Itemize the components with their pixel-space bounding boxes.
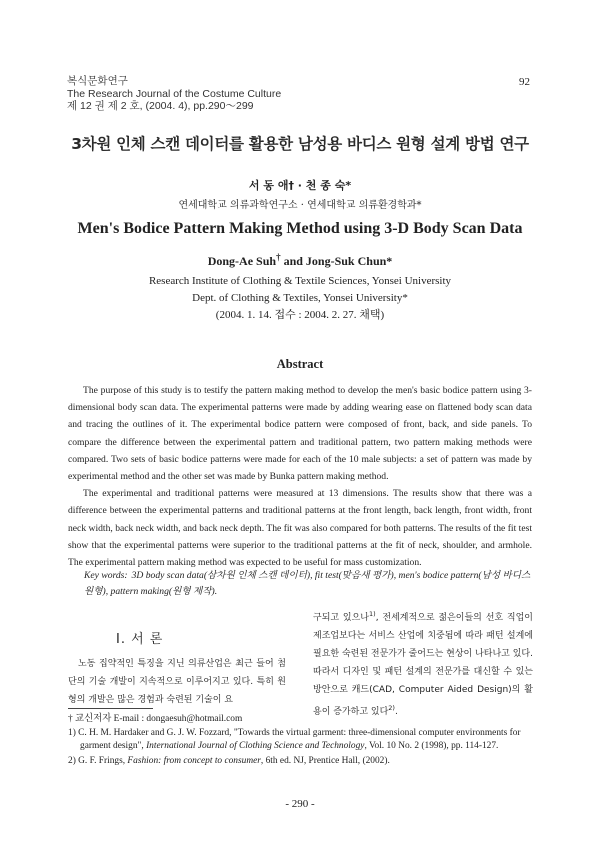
- footnote-1: [68, 727, 534, 753]
- authors-english: [0, 252, 600, 269]
- footer-page-number: - 290 -: [285, 798, 315, 810]
- keywords-text: 3D body scan data(삼차원 인체 스캔 데이터), fit test(맞음새 평가), men's bodice pattern(남성 바디스 원형), pattern making(원형 제작).: [84, 570, 531, 597]
- keywords-label: Key words:: [84, 570, 128, 581]
- page-number: 92: [519, 76, 530, 88]
- intro-text-2: , 전세계적으로 젊은이들의 선호 직업이 제조업보다는 서비스 산업에 치중됨에 따라 패턴 설계에 필요한 숙련된 전문가가 줄어드는 현상이 나타나고 있다. 따라서 디자인 및 패턴 설계의 전문가를 대신할 수 있는 방안으로 캐드(CAD, Computer Aided Design)의 활용이 증가하고 있다: [313, 613, 533, 717]
- footnote-2-text: 2) G. F. Frings,: [68, 755, 126, 766]
- journal-header: [67, 75, 281, 113]
- reference-2: 2): [388, 704, 395, 712]
- footnote-corresponding: † 교신저자 E-mail : dongaesuh@hotmail.com: [68, 714, 243, 724]
- abstract-heading: Abstract: [276, 357, 324, 371]
- affiliation-line-1: Research Institute of Clothing & Textile Sciences, Yonsei University: [148, 275, 452, 287]
- footnote-divider: [68, 708, 153, 709]
- intro-text-1: 구되고 있으나: [313, 613, 370, 623]
- intro-right-column: [313, 605, 533, 721]
- footnote-1-text: 1) C. H. M. Hardaker and G. J. W. Fozzard, "Towards the virtual garment: three-dimensional computer environments for garment design",: [68, 728, 521, 752]
- footnote-2-title: Fashion: from concept to consumer: [127, 755, 261, 766]
- author-2: and Jong-Suk Chun*: [283, 254, 393, 268]
- abstract-paragraph-2: The experimental and traditional patterns were measured at 13 dimensions. The results show that there was a difference between the experimental patterns and traditional patterns at the front length, back length, front width, front neck width, back neck width, and back neck depth. The fit was also compared for both patterns. The results of the fit test show that the experimental patterns were superior to the traditional patterns at the fit of neck, shoulder, and armhole. The experimental pattern making method was expected to be useful for mass customization.: [68, 488, 532, 569]
- abstract-paragraph-1: The purpose of this study is to testify the pattern making method to develop the men's basic bodice pattern using 3-dimensional body scan data. The experimental patterns were made by adding wearing ease on flattened body scan data and tracing the outlines of it. The experimental bodice pattern were composed of front, back, and side panels. To compare the difference between the experimental pattern and traditional pattern, two pattern making methods were compared. Two sets of basic bodice patterns were made for each of the 10 male subjects: a set of pattern was made by experimental method and the other set was made by Bunka pattern making method.: [68, 385, 532, 483]
- reference-1: 1): [369, 610, 376, 618]
- journal-name-ko: 복식문화연구: [67, 75, 128, 87]
- title-korean: 3차원 인체 스캔 데이터를 활용한 남성용 바디스 원형 설계 방법 연구: [71, 135, 529, 153]
- authors-korean: 서 동 애† · 천 종 숙*: [248, 179, 352, 192]
- footnote-2: [68, 755, 534, 768]
- keywords: [84, 568, 532, 599]
- intro-text-3: .: [394, 707, 398, 717]
- footnote-2-rest: , 6th ed. NJ, Prentice Hall, (2002).: [260, 755, 390, 766]
- corresponding-mark: †: [276, 252, 281, 262]
- journal-issue: 제 12 권 제 2 호, (2004. 4), pp.290～299: [67, 100, 254, 112]
- footnote-1-rest: , Vol. 10 No. 2 (1998), pp. 114-127.: [364, 741, 499, 752]
- journal-name-en: The Research Journal of the Costume Culture: [67, 87, 282, 100]
- affiliation-line-2: Dept. of Clothing & Textiles, Yonsei University*: [192, 292, 408, 304]
- abstract-body: [68, 382, 532, 571]
- affiliation-english: [0, 273, 600, 324]
- footnotes: [68, 713, 534, 769]
- author-1: Dong-Ae Suh: [207, 254, 277, 268]
- footnote-1-journal: International Journal of Clothing Science and Technology: [146, 741, 365, 752]
- section-heading-introduction: I. 서 론: [116, 632, 164, 647]
- received-accepted-dates: (2004. 1. 14. 접수 : 2004. 2. 27. 채택): [215, 309, 385, 321]
- title-english: Men's Bodice Pattern Making Method using 3-D Body Scan Data: [77, 220, 523, 237]
- intro-left-column: 노동 집약적인 특징을 지닌 의류산업은 최근 들어 첨단의 기술 개발이 지속적으로 이루어지고 있다. 특히 원형의 개발은 많은 경험과 숙련된 기술이 요: [68, 659, 286, 705]
- affiliation-korean: 연세대학교 의류과학연구소 · 연세대학교 의류환경학과*: [178, 200, 422, 211]
